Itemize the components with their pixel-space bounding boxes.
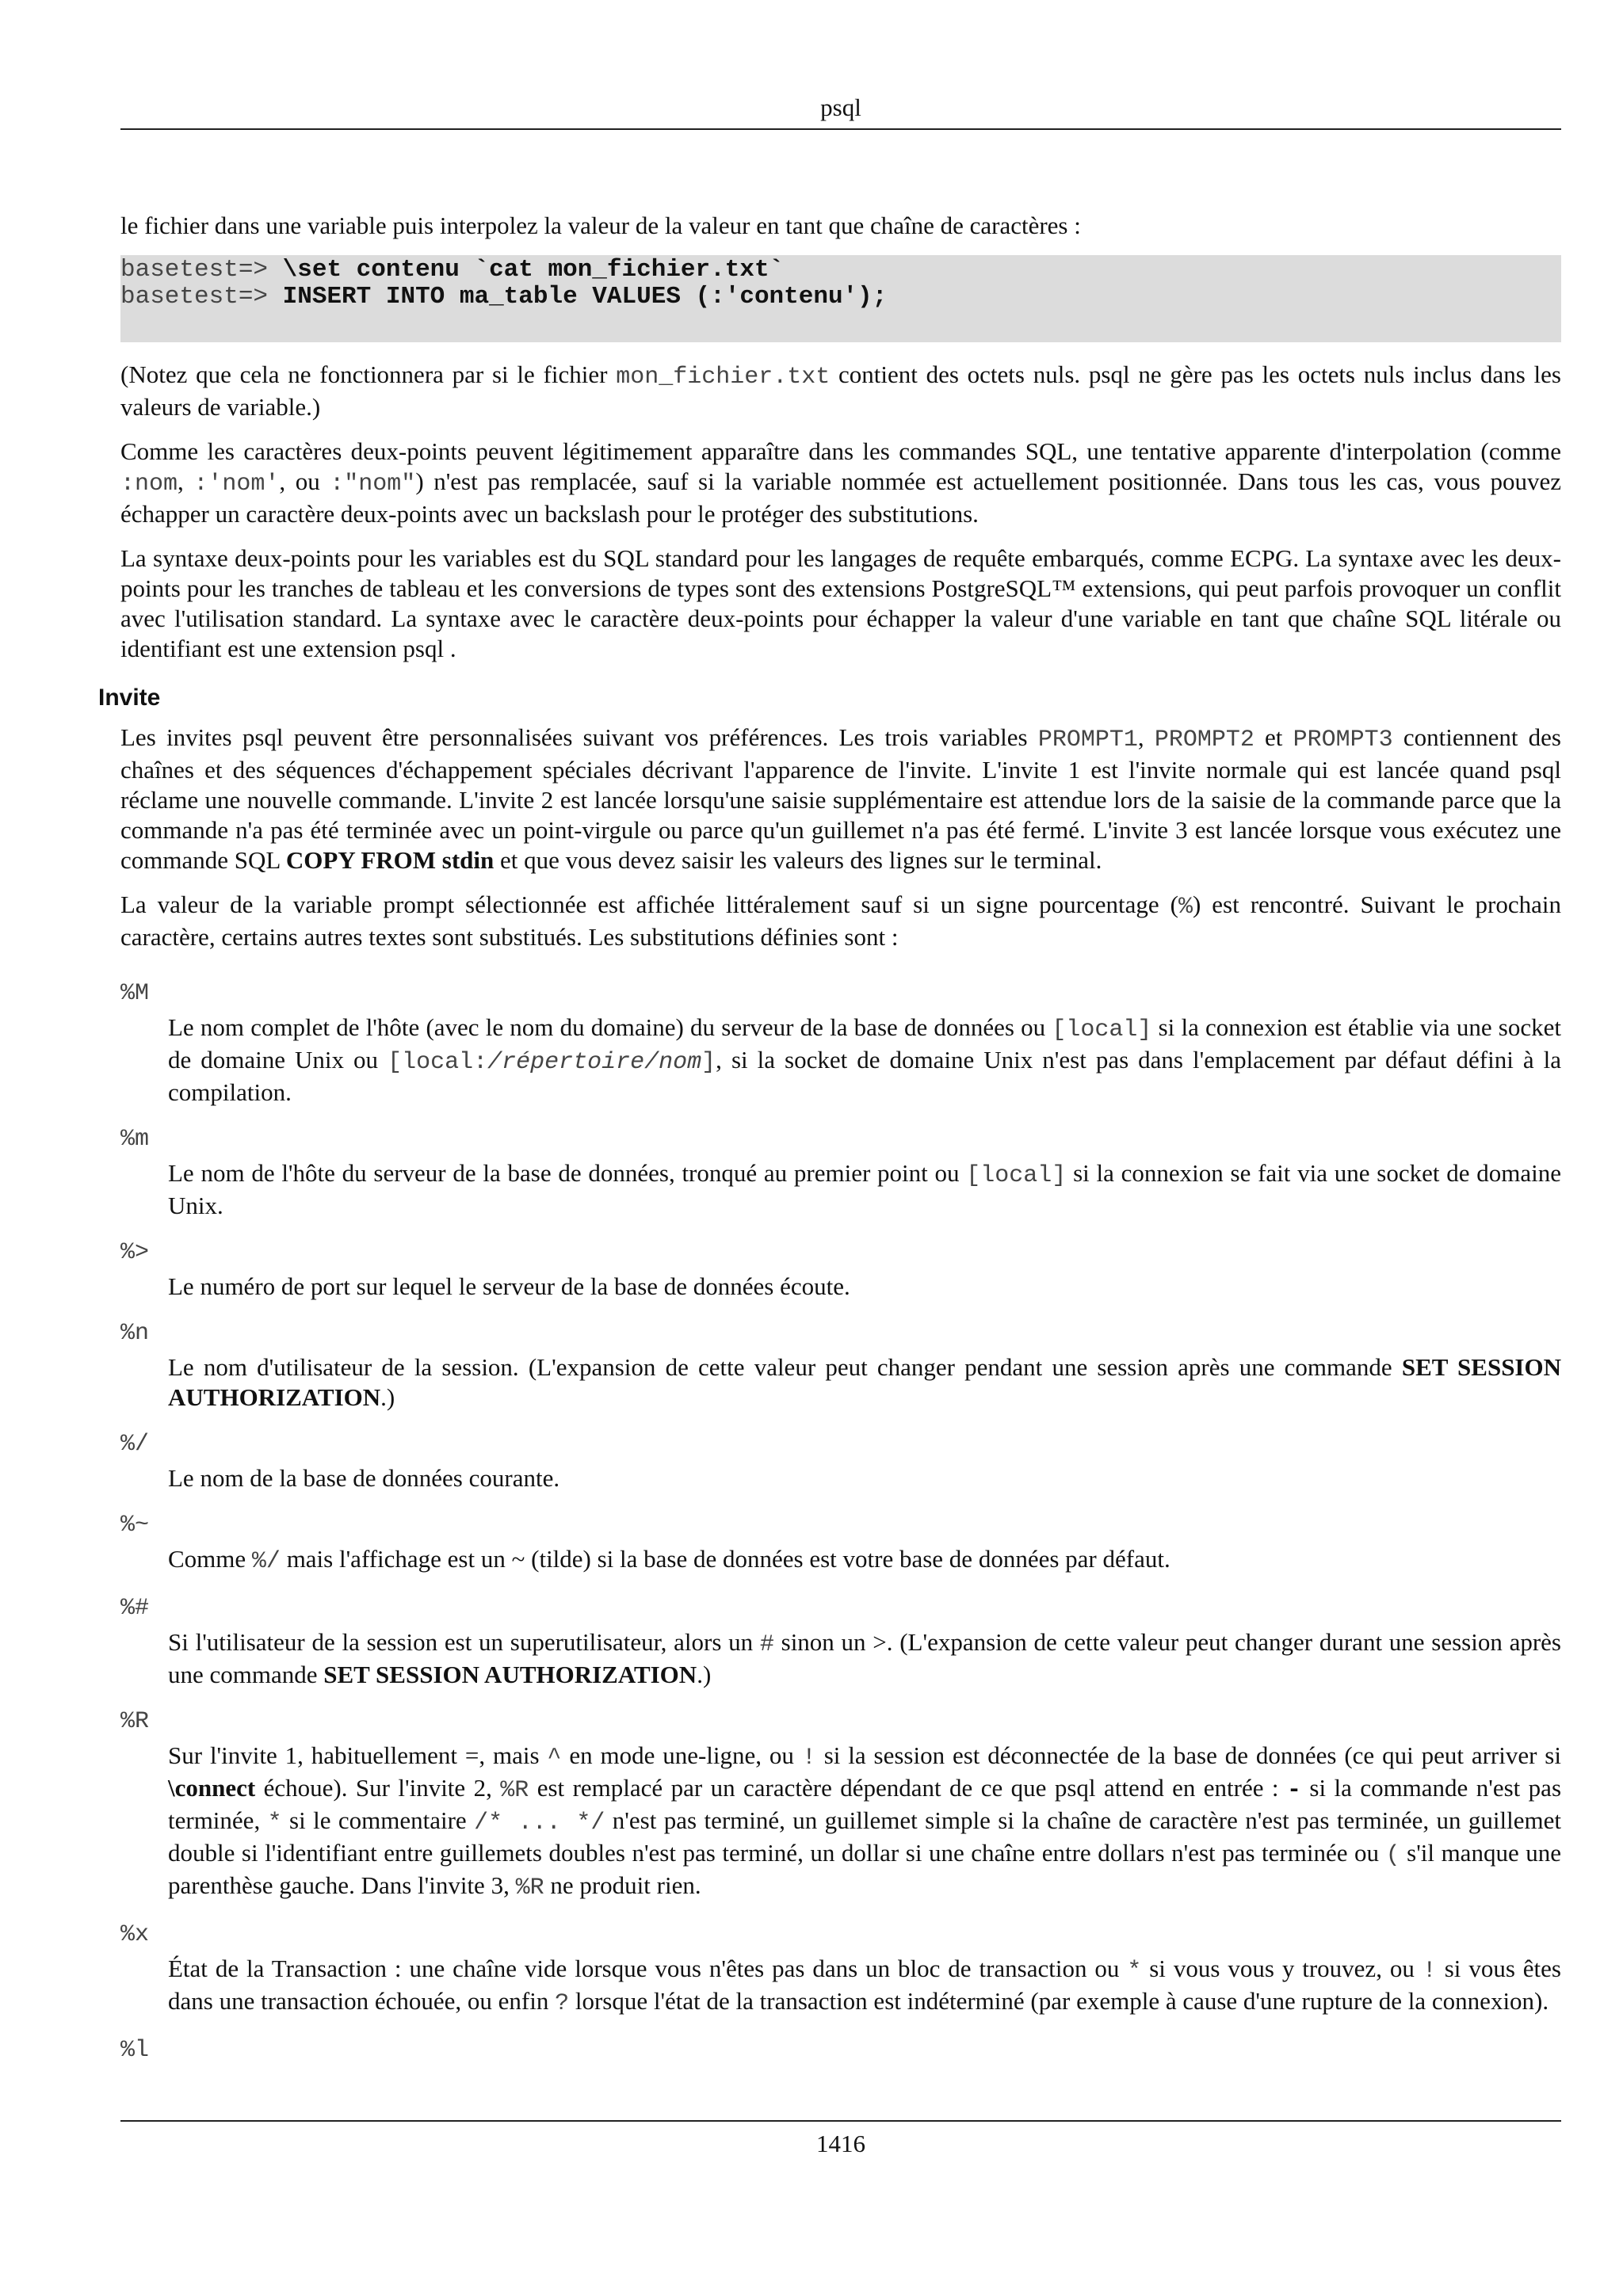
- page-footer: [120, 2120, 1561, 2158]
- code-example: [120, 255, 1561, 342]
- substitution-list: [120, 979, 1561, 2065]
- sql-command: SET SESSION AUTHORIZATION: [323, 1661, 697, 1688]
- code-inline: %R: [500, 1777, 529, 1804]
- definition-m: Le nom de l'hôte du serveur de la base de données, tronqué au premier point ou [local] si la connexion se fait via une socket de domaine Unix.: [168, 1159, 1561, 1219]
- term-port: %>: [120, 1239, 150, 1266]
- code-inline: !: [1422, 1958, 1437, 1985]
- page-content: [98, 211, 1562, 2069]
- invite-text: et que vous devez saisir les valeurs des lignes sur le terminal.: [494, 846, 1102, 874]
- variable-prompt3: PROMPT3: [1293, 727, 1393, 753]
- colon-text: , ou: [279, 467, 330, 495]
- term-hash: %#: [120, 1595, 150, 1622]
- definition-port: Le numéro de port sur lequel le serveur de la base de données écoute.: [168, 1272, 850, 1300]
- code-prompt: basetest=>: [120, 283, 283, 311]
- colon-example: :"nom": [330, 471, 416, 498]
- sql-command: SET SESSION AUTHORIZATION: [168, 1353, 1562, 1411]
- header-title: psql: [820, 93, 861, 121]
- code-local: [local]: [1052, 1016, 1152, 1043]
- definition-x: État de la Transaction : une chaîne vide lorsque vous n'êtes pas dans un bloc de transaction ou * si vous vous y trouvez, ou ! si vous êtes dans une transaction échouée, ou enfin ? lorsque l'état de la transaction est indéterminé (par exemple à cause d'une rupture de la connexion).: [168, 1955, 1561, 2017]
- code-inline: /* ... */: [474, 1810, 605, 1836]
- page-header: [120, 93, 1561, 130]
- variable-prompt2: PROMPT2: [1154, 727, 1254, 753]
- definition-slash: Le nom de la base de données courante.: [168, 1464, 560, 1492]
- note-text: contient des octets nuls. psql ne gère pas les octets nuls inclus dans les valeurs de variable.): [120, 360, 1561, 421]
- code-command: INSERT INTO ma_table VALUES (:'contenu');: [282, 283, 888, 311]
- page-number: 1416: [816, 2130, 865, 2157]
- code-prompt: basetest=>: [120, 256, 283, 284]
- colon-example: :'nom': [193, 471, 280, 498]
- connect-command: \connect: [168, 1774, 256, 1802]
- term-x: %x: [120, 1921, 150, 1948]
- term-n: %n: [120, 1320, 150, 1347]
- valeur-text: La valeur de la variable prompt sélectionnée est affichée littéralement sauf si un signe pourcentage (: [120, 891, 1178, 918]
- term-m: %m: [120, 1126, 150, 1153]
- term-slash: %/: [120, 1431, 150, 1458]
- invite-text: contiennent des chaînes et des séquences d'échappement spéciales décrivant l'apparence de l'invite. L'invite 1 est l'invite normale qui est lancée quand psql réclame une nouvelle commande. L'invite 2 est lancée lorsqu'une saisie supplémentaire est attendue lors de la saisie de la commande parce que la commande n'a pas été terminée avec un point-virgule ou parce qu'un guillemet n'a pas été fermé. L'invite 3 est lancée lorsque vous exécutez une commande SQL: [120, 723, 1561, 874]
- colon-paragraph: [120, 437, 1561, 529]
- syntax-text: La syntaxe deux-points pour les variables est du SQL standard pour les langages de requête embarqués, comme ECPG. La syntaxe avec les deux-points pour les tranches de tableau et les conversions de types sont des extensions PostgreSQL™ extensions, qui peut parfois provoquer un conflit avec l'utilisation standard. La syntaxe avec le caractère deux-points pour échapper la valeur d'une variable en tant que chaîne SQL litérale ou identifiant est une extension psql .: [120, 544, 1561, 662]
- percent-code: %: [1178, 894, 1193, 921]
- code-inline: !: [801, 1745, 816, 1772]
- colon-example: :nom: [120, 471, 178, 498]
- filename-code: mon_fichier.txt: [616, 364, 831, 391]
- note-text: (Notez que cela ne fonctionnera par si le fichier: [120, 360, 617, 388]
- definition-R: Sur l'invite 1, habituellement =, mais ^ en mode une-ligne, ou ! si la session est déconnectée de la base de données (ce qui peut arriver si \connect échoue). Sur l'invite 2, %R est remplacé par un caractère dépendant de ce que psql attend en entrée : - si la commande n'est pas terminée, * si le commentaire /* ... */ n'est pas terminé, un guillemet simple si la chaîne de caractère n'est pas terminée, un guillemet double si l'identifiant entre guillemets doubles n'est pas terminé, un dollar si une chaîne entre dollars n'est pas terminée ou ( s'il manque une parenthèse gauche. Dans l'invite 3, %R ne produit rien.: [168, 1741, 1562, 1901]
- section-title-invite: Invite: [98, 685, 161, 711]
- code-inline: *: [267, 1810, 282, 1836]
- code-inline: *: [1127, 1958, 1142, 1985]
- invite-paragraph: [120, 723, 1561, 875]
- term-M: %M: [120, 980, 150, 1007]
- definition-M: Le nom complet de l'hôte (avec le nom du domaine) du serveur de la base de données ou [local] si la connexion est établie via une socket de domaine Unix ou [local:/répertoire/nom], si la socket de domaine Unix n'est pas dans l'emplacement par défaut défini à la compilation.: [168, 1013, 1561, 1106]
- variable-prompt1: PROMPT1: [1037, 727, 1138, 753]
- colon-text: ,: [178, 467, 194, 495]
- invite-text: et: [1254, 723, 1293, 751]
- definition-tilde: Comme %/ mais l'affichage est un ~ (tilde) si la base de données est votre base de données par défaut.: [168, 1545, 1170, 1575]
- definition-n: Le nom d'utilisateur de la session. (L'expansion de cette valeur peut changer pendant une session après une commande SET SESSION AUTHORIZATION.): [168, 1353, 1562, 1411]
- code-inline: ^: [547, 1745, 562, 1772]
- code-inline: %/: [251, 1548, 281, 1575]
- term-R: %R: [120, 1708, 150, 1735]
- term-tilde: %~: [120, 1512, 150, 1539]
- definition-hash: Si l'utilisateur de la session est un superutilisateur, alors un # sinon un >. (L'expansion de cette valeur peut changer durant une session après une commande SET SESSION AUTHORIZATION.): [168, 1628, 1561, 1688]
- colon-text: Comme les caractères deux-points peuvent légitimement apparaître dans les commandes SQL, une tentative apparente d'interpolation (comme: [120, 437, 1561, 465]
- code-inline: (: [1385, 1842, 1400, 1869]
- code-inline: %R: [515, 1875, 544, 1901]
- colon-text: ) n'est pas remplacée, sauf si la variable nommée est actuellement positionnée. Dans tous les cas, vous pouvez échapper un caractère deux-points avec un backslash pour le protéger des substitutions.: [120, 467, 1562, 528]
- null-bytes-note: [120, 360, 1561, 422]
- term-l: %l: [120, 2037, 150, 2064]
- code-command: \set contenu `cat mon_fichier.txt`: [282, 256, 785, 284]
- code-inline: #: [759, 1631, 774, 1658]
- sql-command: COPY FROM stdin: [285, 846, 495, 874]
- valeur-paragraph: [120, 890, 1561, 952]
- code-local: [local]: [966, 1162, 1067, 1189]
- syntax-paragraph: [120, 543, 1561, 664]
- code-local-path: [local:/répertoire/nom]: [388, 1049, 716, 1076]
- invite-text: Les invites psql peuvent être personnalisées suivant vos préférences. Les trois variables: [120, 723, 1038, 751]
- invite-text: ,: [1137, 723, 1155, 751]
- code-inline: -: [1286, 1777, 1301, 1804]
- intro-paragraph: [120, 211, 1561, 241]
- intro-text: le fichier dans une variable puis interpolez la valeur de la valeur en tant que chaîne de caractères :: [120, 212, 1081, 239]
- valeur-text: ) est rencontré. Suivant le prochain caractère, certains autres textes sont substitués. Les substitutions définies sont :: [120, 891, 1561, 951]
- code-inline: ?: [555, 1990, 570, 2017]
